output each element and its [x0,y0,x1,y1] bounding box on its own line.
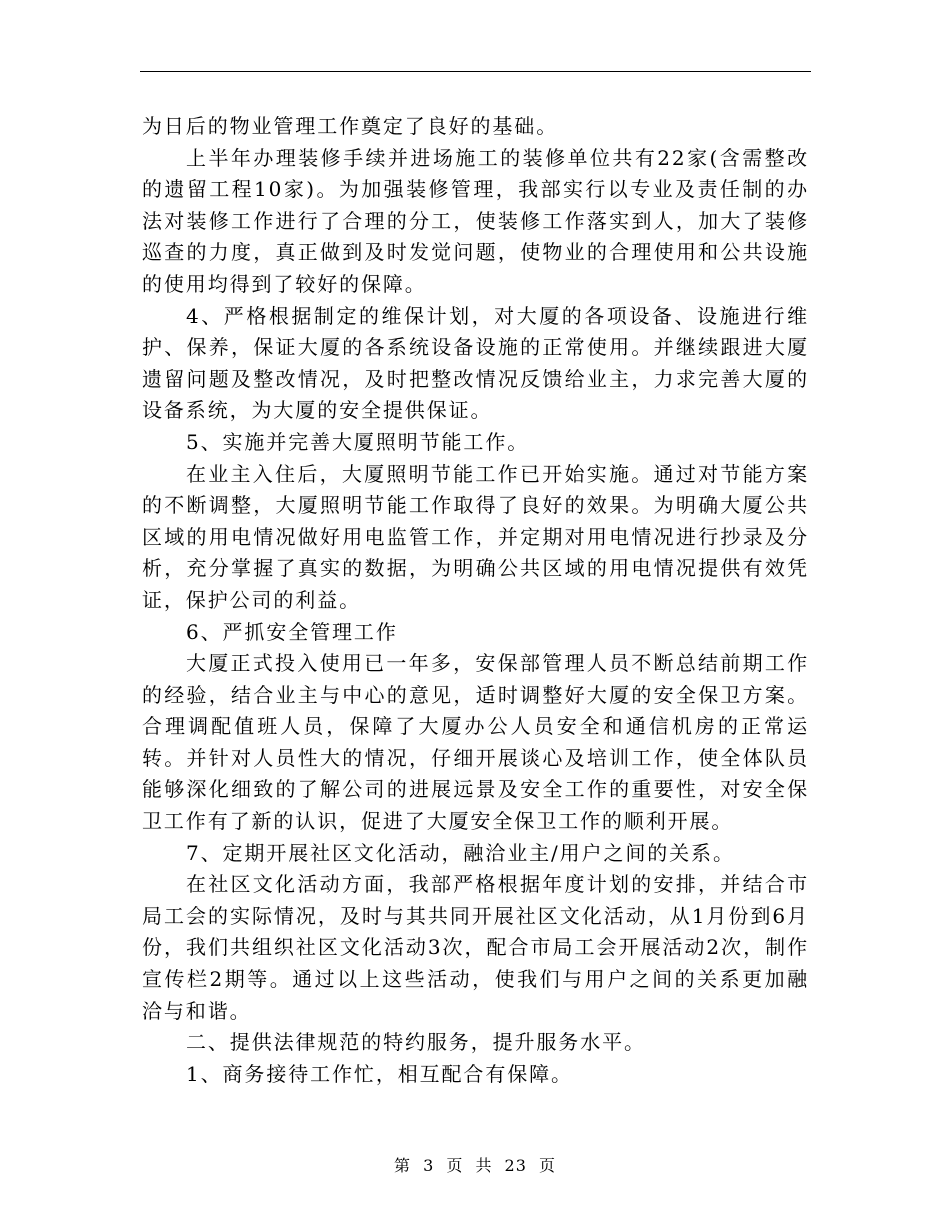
paragraph: 大厦正式投入使用已一年多，安保部管理人员不断总结前期工作的经验，结合业主与中心的意见，适时调整好大厦的安全保卫方案。合理调配值班人员，保障了大厦办公人员安全和通信机房的正常运转。并针对人员性大的情况，仔细开展谈心及培训工作，使全体队员能够深化细致的了解公司的进展远景及安全工作的重要性，对安全保卫工作有了新的认识，促进了大厦安全保卫工作的顺利开展。 [142,651,809,834]
paragraph: 上半年办理装修手续并进场施工的装修单位共有22家(含需整改的遗留工程10家)。为加强装修管理，我部实行以专业及责任制的办法对装修工作进行了合理的分工，使装修工作落实到人，加大了装修巡查的力度，真正做到及时发觉问题，使物业的合理使用和公共设施的使用均得到了较好的保障。 [142,145,809,296]
paragraph: 在业主入住后，大厦照明节能工作已开始实施。通过对节能方案的不断调整，大厦照明节能工作取得了良好的效果。为明确大厦公共区域的用电情况做好用电监管工作，并定期对用电情况进行抄录及分析，充分掌握了真实的数据，为明确公共区域的用电情况提供有效凭证，保护公司的利益。 [142,461,809,612]
section-heading: 5、实施并完善大厦照明节能工作。 [186,429,530,454]
paragraph: 在社区文化活动方面，我部严格根据年度计划的安排，并结合市局工会的实际情况，及时与其共同开展社区文化活动，从1月份到6月份，我们共组织社区文化活动3次，配合市局工会开展活动2次，制作宣传栏2期等。通过以上这些活动，使我们与用户之间的关系更加融洽与和谐。 [142,872,809,1023]
section-heading: 二、提供法律规范的特约服务，提升服务水平。 [186,1030,646,1055]
paragraph: 为日后的物业管理工作奠定了良好的基础。 [142,114,559,138]
section-heading: 6、严抓安全管理工作 [186,619,398,644]
page-number-footer: 第 3 页 共 23 页 [394,1156,556,1175]
paragraph: 4、严格根据制定的维保计划，对大厦的各项设备、设施进行维护、保养，保证大厦的各系统设备设施的正常使用。并继续跟进大厦遗留问题及整改情况，及时把整改情况反馈给业主，力求完善大厦的设备系统，为大厦的安全提供保证。 [142,303,809,423]
section-heading: 7、定期开展社区文化活动，融洽业主/用户之间的关系。 [186,840,735,865]
document-body [142,111,809,1090]
section-heading: 1、商务接待工作忙，相互配合有保障。 [186,1061,573,1086]
header-rule [140,71,811,72]
